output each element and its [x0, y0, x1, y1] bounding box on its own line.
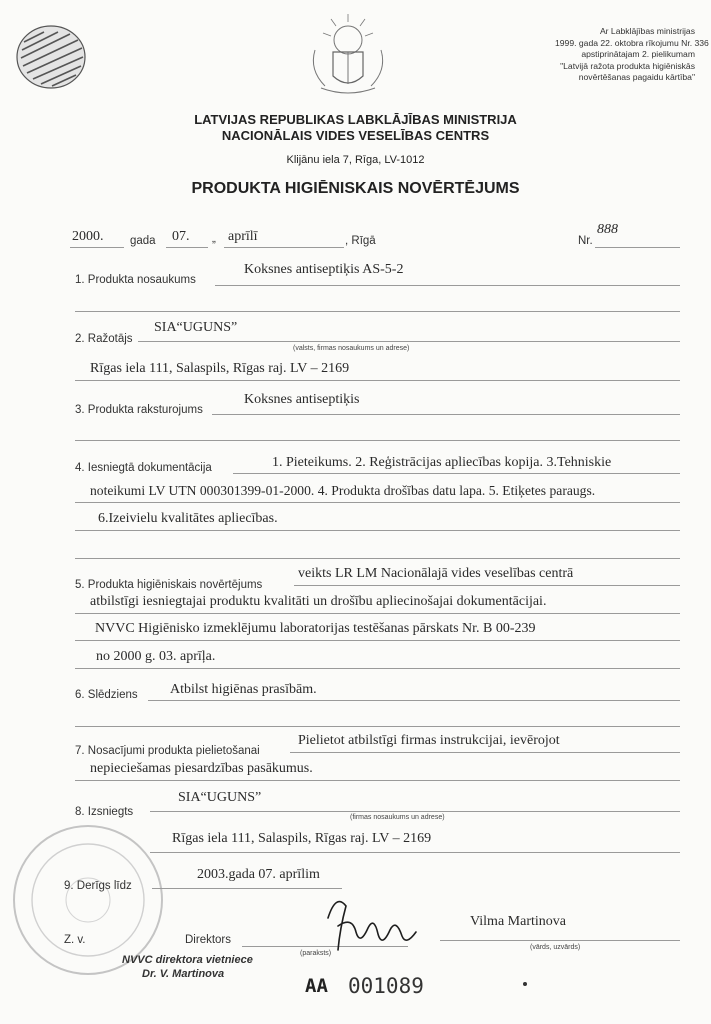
stamp-place-label: Z. v. — [64, 934, 86, 946]
document-number: 888 — [597, 222, 618, 237]
corner-note-line: novērtēšanas pagaidu kārtība" — [578, 72, 695, 82]
coat-of-arms-emblem — [305, 10, 391, 105]
deputy-director-stamp-line-1: NVVC direktora vietniece — [122, 954, 253, 966]
field-7-line-2: nepieciešamas piesardzības pasākumus. — [90, 761, 313, 776]
field-8-label: 8. Izsniegts — [75, 806, 134, 818]
field-2-address: Rīgas iela 111, Salaspils, Rīgas raj. LV – 2169 — [90, 361, 350, 376]
field-5-line-3: NVVC Higiēnisko izmeklējumu laboratorijas testēšanas pārskats Nr. B 00-239 — [95, 621, 536, 636]
field-4-line-3: 6.Izeivielu kvalitātes apliecības. — [98, 511, 278, 526]
field-2-caption: (valsts, firmas nosaukums un adrese) — [293, 345, 410, 352]
field-4-label: 4. Iesniegtā dokumentācija — [75, 462, 212, 474]
field-1-value: Koksnes antiseptiķis AS-5-2 — [244, 262, 404, 277]
name-caption: (vārds, uzvārds) — [530, 944, 581, 951]
field-4-line-1: 1. Pieteikums. 2. Reģistrācijas apliecības kopija. 3.Tehniskie — [272, 455, 612, 470]
centre-address: Klijānu iela 7, Rīga, LV-1012 — [286, 154, 425, 166]
field-7-line-1: Pielietot atbilstīgi firmas instrukcijai, ievērojot — [298, 733, 560, 748]
ministry-heading: LATVIJAS REPUBLIKAS LABKLĀJĪBAS MINISTRIJA — [194, 112, 517, 127]
date-gada-label: gada — [130, 235, 156, 247]
handwritten-signature — [318, 888, 428, 963]
corner-note-line: "Latvijā ražota produkta higiēniskās — [560, 60, 695, 71]
signatory-name: Vilma Martinova — [470, 914, 566, 929]
field-2-value: SIA“UGUNS” — [154, 320, 238, 335]
field-5-label: 5. Produkta higiēniskais novērtējums — [75, 579, 263, 591]
field-1-label: 1. Produkta nosaukums — [75, 274, 196, 286]
director-label: Direktors — [185, 934, 232, 946]
field-6-value: Atbilst higiēnas prasībām. — [170, 682, 317, 697]
field-8-caption: (firmas nosaukums un adrese) — [350, 814, 445, 821]
corner-note-line: apstiprinātajam 2. pielikumam — [581, 49, 695, 59]
field-5-line-1: veikts LR LM Nacionālajā vides veselības centrā — [298, 566, 574, 581]
field-5-line-2: atbilstīgi iesniegtajai produktu kvalitāti un drošību apliecinošajai dokumentācijai. — [90, 594, 547, 609]
field-5-line-4: no 2000 g. 03. aprīļa. — [96, 649, 216, 664]
hologram-sticker — [14, 24, 88, 95]
field-8-value: SIA“UGUNS” — [178, 790, 262, 805]
field-2-label: 2. Ražotājs — [75, 333, 133, 345]
date-quote-mark: „ — [212, 233, 216, 245]
date-day: 07. — [172, 229, 190, 244]
ministry-order-note — [555, 26, 709, 84]
centre-heading: NACIONĀLAIS VIDES VESELĪBAS CENTRS — [221, 128, 490, 143]
serial-prefix: AA — [305, 975, 328, 997]
field-7-label: 7. Nosacījumi produkta pielietošanai — [75, 745, 260, 757]
field-3-label: 3. Produkta raksturojums — [75, 404, 203, 416]
corner-note-line: 1999. gada 22. oktobra rīkojumu Nr. 336 — [555, 37, 709, 48]
ink-dot — [523, 982, 527, 986]
document-title: PRODUKTA HIGIĒNISKAIS NOVĒRTĒJUMS — [191, 180, 520, 197]
field-8-address: Rīgas iela 111, Salaspils, Rīgas raj. LV – 2169 — [172, 831, 432, 846]
serial-number: 001089 — [348, 974, 424, 998]
field-9-value: 2003.gada 07. aprīlim — [197, 867, 320, 882]
document-number-label: Nr. — [578, 235, 593, 247]
date-year: 2000. — [72, 229, 104, 244]
field-9-label: 9. Derīgs līdz — [64, 880, 132, 892]
signature-caption: (paraksts) — [300, 950, 332, 957]
field-3-value: Koksnes antiseptiķis — [244, 392, 360, 407]
corner-note-line: Ar Labklājības ministrijas — [599, 26, 695, 36]
field-4-line-2: noteikumi LV UTN 000301399-01-2000. 4. Produkta drošības datu lapa. 5. Etiķetes paraugs. — [90, 483, 596, 498]
deputy-director-stamp-line-2: Dr. V. Martinova — [142, 968, 225, 980]
date-month: aprīlī — [228, 229, 258, 244]
field-6-label: 6. Slēdziens — [75, 689, 138, 701]
date-place: , Rīgā — [345, 235, 376, 247]
